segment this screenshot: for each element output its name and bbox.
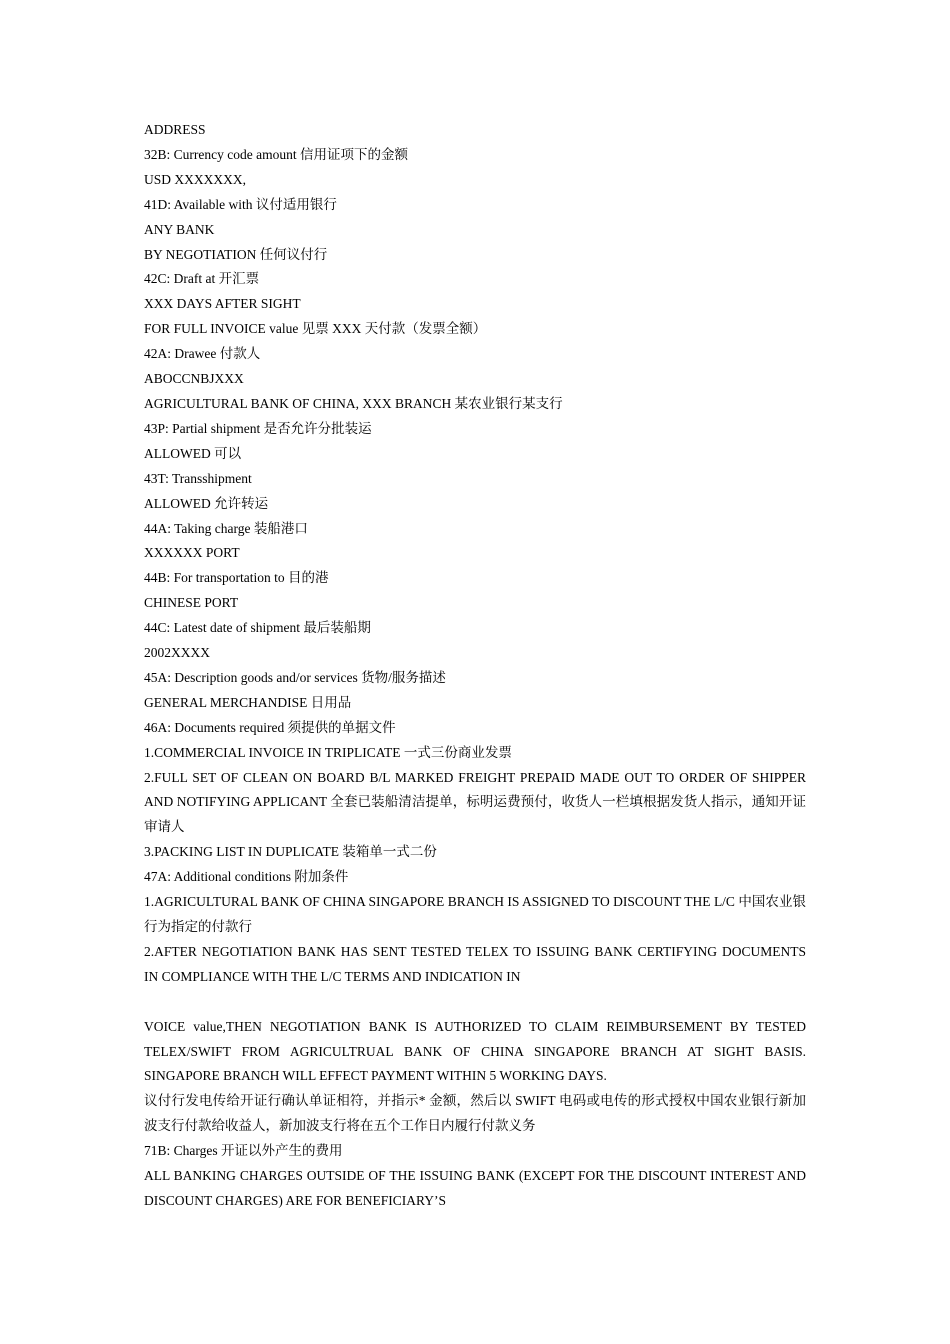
text-line: 44C: Latest date of shipment 最后装船期 (144, 620, 371, 636)
text-line: XXXXXX PORT (144, 545, 240, 561)
blank-line (144, 990, 806, 1015)
text-line: 44A: Taking charge 装船港口 (144, 520, 308, 536)
text-line: AGRICULTURAL BANK OF CHINA, XXX BRANCH 某农业银行某支行 (144, 395, 563, 411)
charges-paragraph: ALL BANKING CHARGES OUTSIDE OF THE ISSUING BANK (EXCEPT FOR THE DISCOUNT INTEREST AND DISCOUNT CHARGES) ARE FOR BENEFICIARY’S (144, 1168, 806, 1208)
text-line: FOR FULL INVOICE value 见票 XXX 天付款（发票全额） (144, 321, 487, 337)
text-line: 41D: Available with 议付适用银行 (144, 196, 337, 212)
text-line: ALLOWED 可以 (144, 445, 242, 461)
condition-2-paragraph: 2.AFTER NEGOTIATION BANK HAS SENT TESTED TELEX TO ISSUING BANK CERTIFYING DOCUMENTS IN COMPLIANCE WITH THE L/C TERMS AND INDICATION IN (144, 943, 806, 984)
text-line: USD XXXXXXX, (144, 171, 247, 187)
text-line: CHINESE PORT (144, 595, 239, 611)
text-line: ADDRESS (144, 122, 206, 137)
document-page (144, 118, 806, 1214)
text-line: 46A: Documents required 须提供的单据文件 (144, 719, 396, 735)
additional-conditions-heading: 47A: Additional conditions 附加条件 (144, 869, 349, 885)
chinese-translation-paragraph: 议付行发电传给开证行确认单证相符，并指示* 金额，然后以 SWIFT 电码或电传的形式授权中国农业银行新加波支行付款给收益人，新加波支行将在五个工作日内履行付款义务 (144, 1093, 806, 1134)
text-line: BY NEGOTIATION 任何议付行 (144, 246, 328, 262)
text-line: ANY BANK (144, 221, 215, 237)
text-line: ABOCCNBJXXX (144, 371, 244, 387)
packing-list-line: 3.PACKING LIST IN DUPLICATE 装箱单一式二份 (144, 844, 437, 860)
text-line: 43P: Partial shipment 是否允许分批装运 (144, 420, 372, 436)
text-line: 45A: Description goods and/or services 货物/服务描述 (144, 669, 446, 685)
text-line: XXX DAYS AFTER SIGHT (144, 296, 301, 312)
text-line: 43T: Transshipment (144, 470, 252, 486)
text-line: 2002XXXX (144, 645, 210, 661)
text-line: 42C: Draft at 开汇票 (144, 271, 260, 287)
condition-1-paragraph: 1.AGRICULTURAL BANK OF CHINA SINGAPORE BRANCH IS ASSIGNED TO DISCOUNT THE L/C 中国农业银行为指定的付款行 (144, 894, 806, 934)
full-set-bl-paragraph: 2.FULL SET OF CLEAN ON BOARD B/L MARKED FREIGHT PREPAID MADE OUT TO ORDER OF SHIPPER AND NOTIFYING APPLICANT 全套已装船清洁提单，标明运费预付，收货人一栏填根据发货人指示，通知开证审请人 (144, 769, 806, 835)
text-line: 32B: Currency code amount 信用证项下的金额 (144, 146, 408, 162)
text-line: 1.COMMERCIAL INVOICE IN TRIPLICATE 一式三份商业发票 (144, 744, 512, 760)
charges-heading: 71B: Charges 开证以外产生的费用 (144, 1143, 343, 1159)
text-line: ALLOWED 允许转运 (144, 495, 269, 511)
voice-value-paragraph: VOICE value,THEN NEGOTIATION BANK IS AUTHORIZED TO CLAIM REIMBURSEMENT BY TESTED TELEX/SWIFT FROM AGRICULTRUAL BANK OF CHINA SINGAPORE BRANCH AT SIGHT BASIS. SINGAPORE BRANCH WILL EFFECT PAYMENT WITHIN 5 WORKING DAYS. (144, 1018, 806, 1084)
text-line: GENERAL MERCHANDISE 日用品 (144, 694, 352, 710)
text-line: 44B: For transportation to 目的港 (144, 570, 329, 586)
text-line: 42A: Drawee 付款人 (144, 346, 261, 362)
